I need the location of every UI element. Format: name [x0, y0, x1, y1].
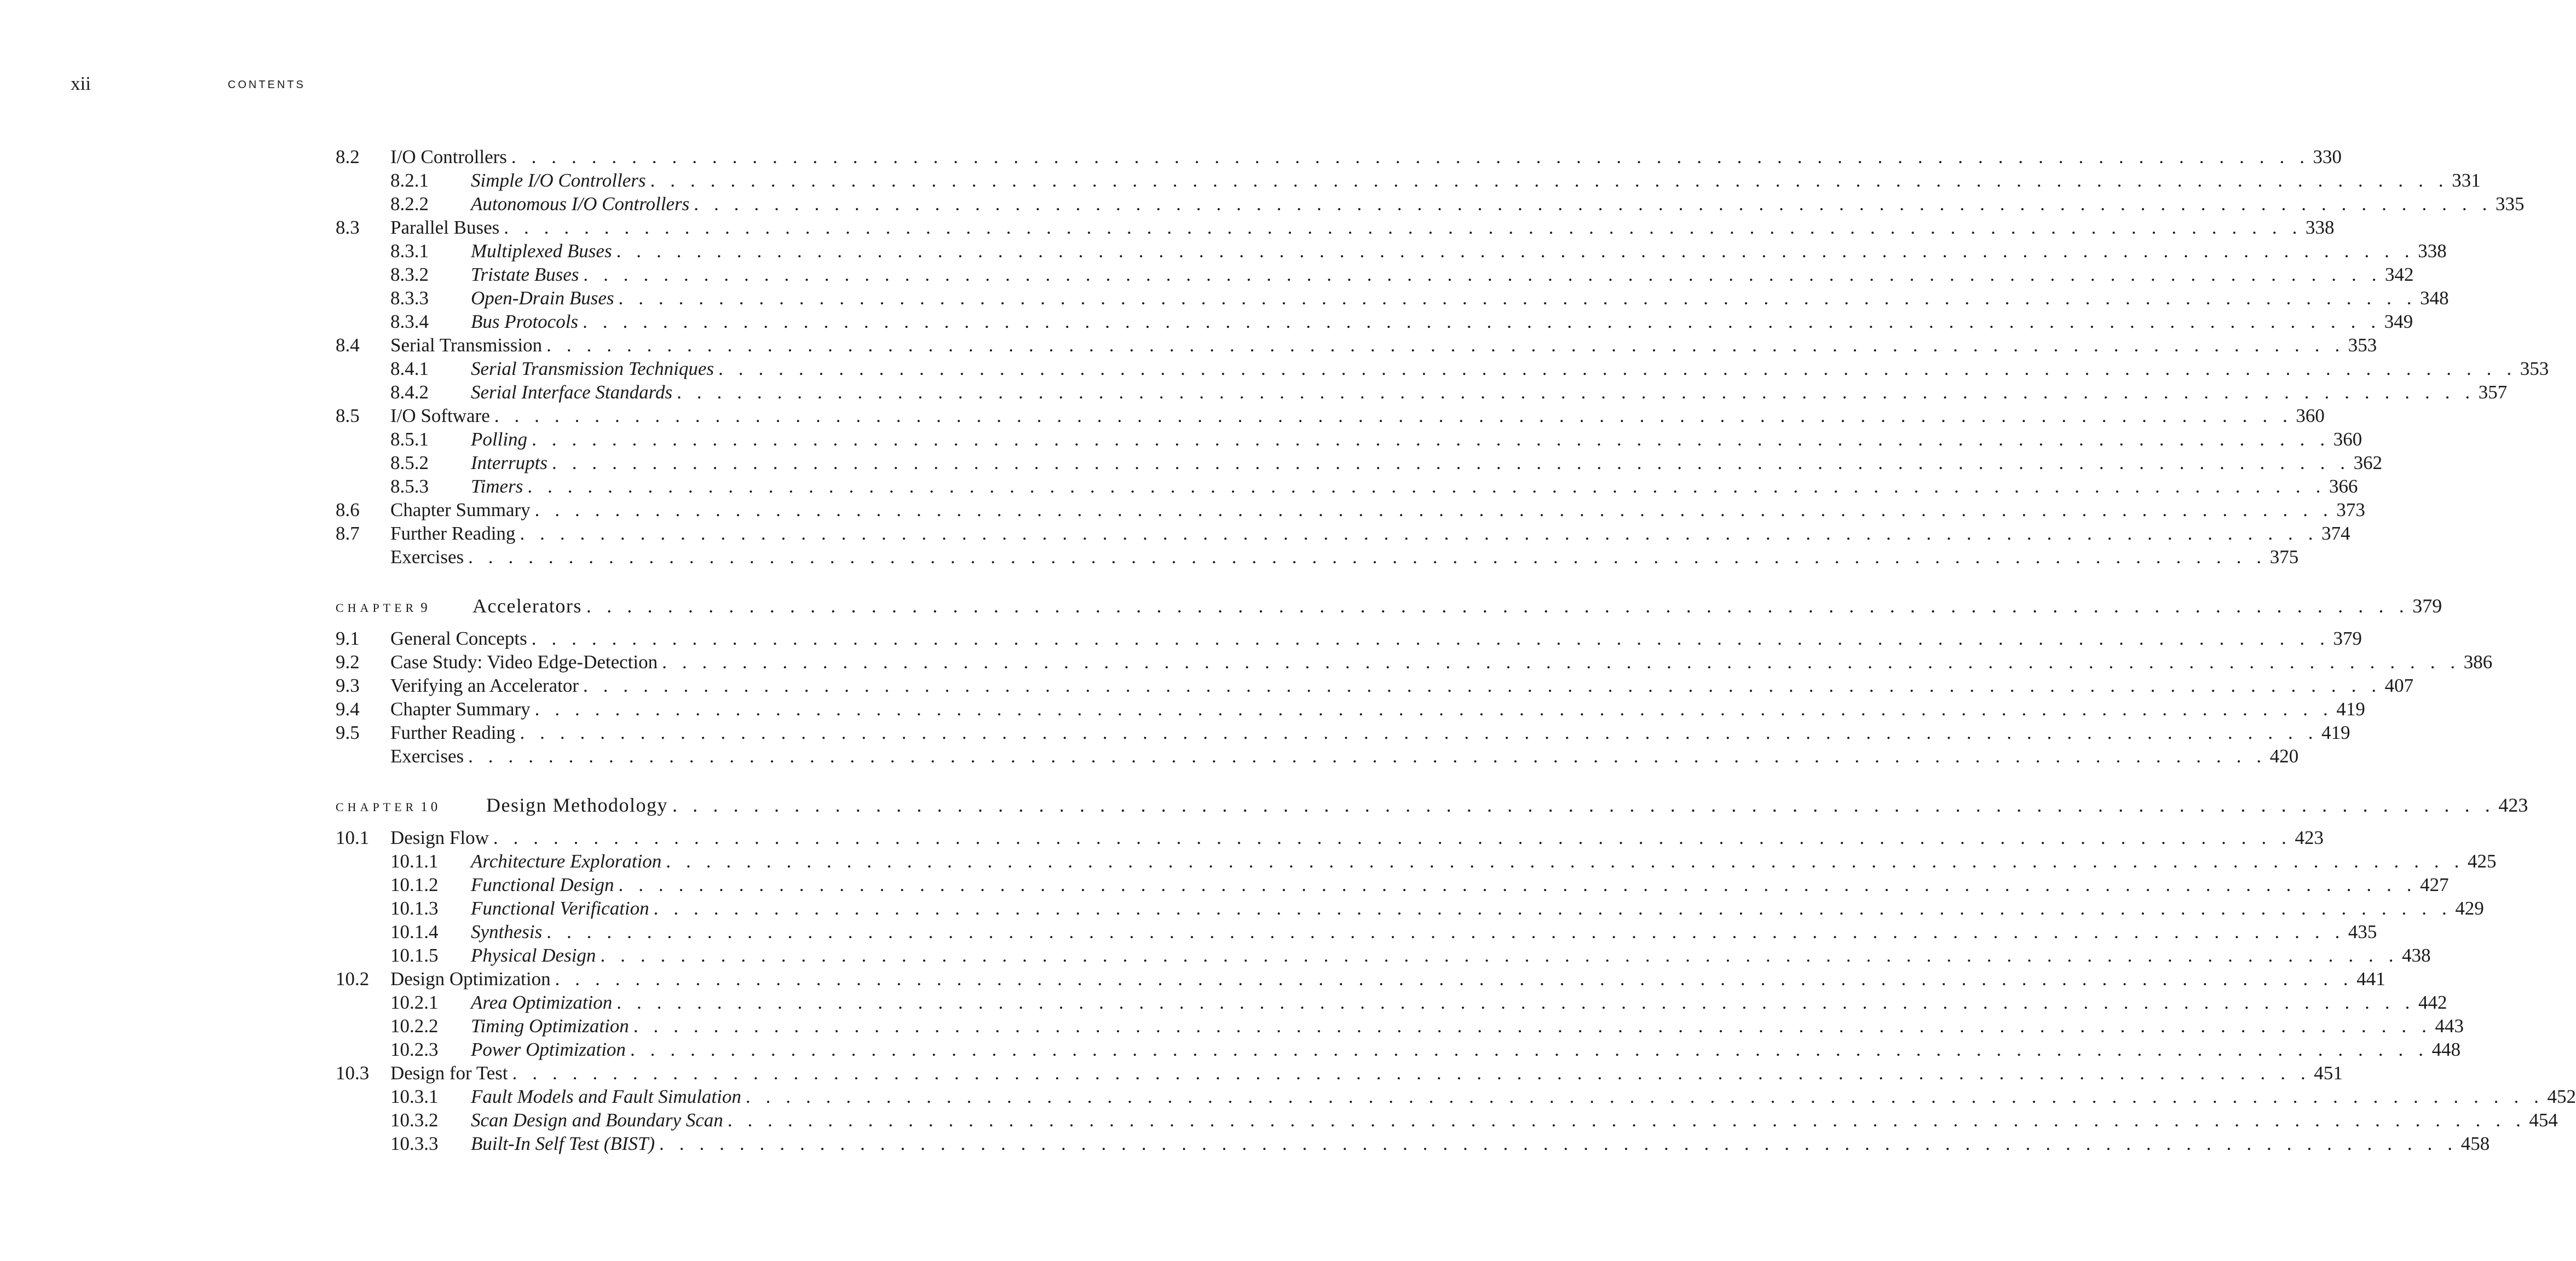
toc-subsection-entry[interactable]: [336, 169, 2481, 192]
chapter-title: Accelerators: [472, 592, 586, 620]
section-title: I/O Controllers: [390, 145, 511, 169]
section-page-number: 348: [2417, 286, 2449, 310]
section-number: 10.3.1: [390, 1086, 439, 1107]
section-title: Functional Verification: [471, 896, 654, 920]
section-number: 8.4: [336, 334, 360, 356]
section-page-number: 360: [2292, 404, 2325, 427]
section-title: Exercises: [390, 744, 468, 768]
toc-subsection-entry[interactable]: [336, 475, 2358, 498]
dot-leader: . . . . . . . . . . . . . . . . . . . . . . . . . . . . . . . . . . . . . . . . . . . . . . . . . . . . . . . . . . . . . . . . . . . . . . . . . . . . . . . . . . . . . . . . . .: [493, 827, 2292, 848]
dot-leader: . . . . . . . . . . . . . . . . . . . . . . . . . . . . . . . . . . . . . . . . . . . . . . . . . . . . . . . . . . . . . . . . . . . . . . . . . . . . . . . . . . . . . . . . . .: [672, 794, 2496, 816]
section-number: 10.2.2: [390, 1015, 439, 1037]
section-page-number: 454: [2526, 1108, 2558, 1132]
dot-leader: . . . . . . . . . . . . . . . . . . . . . . . . . . . . . . . . . . . . . . . . . . . . . . . . . . . . . . . . . . . . . . . . . . . . . . . . . . . . . . . . . . . . . . . . . .: [662, 651, 2460, 673]
dot-leader: . . . . . . . . . . . . . . . . . . . . . . . . . . . . . . . . . . . . . . . . . . . . . . . . . . . . . . . . . . . . . . . . . . . . . . . . . . . . . . . . . . . . . . . . . .: [546, 334, 2345, 356]
section-title: Functional Design: [471, 873, 619, 896]
dot-leader: . . . . . . . . . . . . . . . . . . . . . . . . . . . . . . . . . . . . . . . . . . . . . . . . . . . . . . . . . . . . . . . . . . . . . . . . . . . . . . . . . . . . . . . . . .: [745, 1086, 2544, 1107]
section-title: Autonomous I/O Controllers: [471, 192, 694, 216]
dot-leader: . . . . . . . . . . . . . . . . . . . . . . . . . . . . . . . . . . . . . . . . . . . . . . . . . . . . . . . . . . . . . . . . . . . . . . . . . . . . . . . . . . . . . . . . . .: [677, 381, 2475, 403]
section-page-number: 452: [2544, 1085, 2576, 1108]
dot-leader: . . . . . . . . . . . . . . . . . . . . . . . . . . . . . . . . . . . . . . . . . . . . . . . . . . . . . . . . . . . . . . . . . . . . . . . . . . . . . . . . . . . . . . . . . .: [534, 499, 2333, 520]
dot-leader: . . . . . . . . . . . . . . . . . . . . . . . . . . . . . . . . . . . . . . . . . . . . . . . . . . . . . . . . . . . . . . . . . . . . . . . . . . . . . . . . . . . . . . . . . .: [650, 170, 2449, 191]
section-number: 9.2: [336, 651, 360, 673]
running-head: [71, 70, 563, 97]
section-number: 8.4.1: [390, 358, 429, 379]
toc-subsection-entry[interactable]: [336, 1108, 2558, 1132]
chapter-label-text: CHAPTER: [336, 601, 418, 615]
toc-section-entry[interactable]: [336, 522, 2350, 545]
section-title: Fault Models and Fault Simulation: [471, 1085, 746, 1108]
dot-leader: . . . . . . . . . . . . . . . . . . . . . . . . . . . . . . . . . . . . . . . . . . . . . . . . . . . . . . . . . . . . . . . . . . . . . . . . . . . . . . . . . . . . . . . . . .: [583, 264, 2382, 285]
section-page-number: 366: [2326, 475, 2358, 498]
section-number: 8.3: [336, 217, 360, 238]
dot-leader: . . . . . . . . . . . . . . . . . . . . . . . . . . . . . . . . . . . . . . . . . . . . . . . . . . . . . . . . . . . . . . . . . . . . . . . . . . . . . . . . . . . . . . . . . .: [659, 1133, 2458, 1154]
dot-leader: . . . . . . . . . . . . . . . . . . . . . . . . . . . . . . . . . . . . . . . . . . . . . . . . . . . . . . . . . . . . . . . . . . . . . . . . . . . . . . . . . . . . . . . . . .: [527, 476, 2326, 497]
section-number: 9.4: [336, 698, 360, 720]
section-number: 8.5.1: [390, 429, 429, 450]
section-number: 9.5: [336, 722, 360, 743]
section-page-number: 419: [2318, 721, 2350, 744]
section-page-number: 357: [2475, 380, 2508, 404]
section-title: Verifying an Accelerator: [390, 674, 583, 697]
dot-leader: . . . . . . . . . . . . . . . . . . . . . . . . . . . . . . . . . . . . . . . . . . . . . . . . . . . . . . . . . . . . . . . . . . . . . . . . . . . . . . . . . . . . . . . . . .: [630, 1039, 2429, 1060]
section-number: 8.3.2: [390, 264, 429, 285]
section-page-number: 448: [2429, 1038, 2461, 1061]
section-number: 8.3.3: [390, 287, 429, 309]
chapter-label: [336, 799, 441, 815]
section-number: 10.2: [336, 968, 370, 990]
section-number: 8.7: [336, 523, 360, 544]
toc-subsection-entry[interactable]: [336, 920, 2377, 944]
section-title: Further Reading: [390, 721, 520, 744]
section-title: Chapter Summary: [390, 697, 535, 721]
section-number: 10.1.5: [390, 945, 439, 966]
section-title: Design for Test: [390, 1061, 512, 1085]
dot-leader: . . . . . . . . . . . . . . . . . . . . . . . . . . . . . . . . . . . . . . . . . . . . . . . . . . . . . . . . . . . . . . . . . . . . . . . . . . . . . . . . . . . . . . . . . .: [534, 698, 2333, 720]
dot-leader: . . . . . . . . . . . . . . . . . . . . . . . . . . . . . . . . . . . . . . . . . . . . . . . . . . . . . . . . . . . . . . . . . . . . . . . . . . . . . . . . . . . . . . . . . .: [552, 452, 2350, 473]
toc-subsection-entry[interactable]: [336, 357, 2549, 380]
section-number: 10.2.1: [390, 992, 439, 1013]
section-page-number: 342: [2382, 263, 2414, 286]
toc-section-entry[interactable]: [336, 545, 2299, 569]
dot-leader: . . . . . . . . . . . . . . . . . . . . . . . . . . . . . . . . . . . . . . . . . . . . . . . . . . . . . . . . . . . . . . . . . . . . . . . . . . . . . . . . . . . . . . . . . .: [653, 898, 2452, 919]
dot-leader: . . . . . . . . . . . . . . . . . . . . . . . . . . . . . . . . . . . . . . . . . . . . . . . . . . . . . . . . . . . . . . . . . . . . . . . . . . . . . . . . . . . . . . . . . .: [586, 595, 2410, 617]
section-page-number: 360: [2330, 427, 2362, 451]
section-page-number: 443: [2431, 1014, 2464, 1038]
dot-leader: . . . . . . . . . . . . . . . . . . . . . . . . . . . . . . . . . . . . . . . . . . . . . . . . . . . . . . . . . . . . . . . . . . . . . . . . . . . . . . . . . . . . . . . . . .: [511, 146, 2310, 167]
toc-subsection-entry[interactable]: [336, 192, 2525, 216]
dot-leader: . . . . . . . . . . . . . . . . . . . . . . . . . . . . . . . . . . . . . . . . . . . . . . . . . . . . . . . . . . . . . . . . . . . . . . . . . . . . . . . . . . . . . . . . . .: [666, 851, 2464, 872]
chapter-heading[interactable]: [336, 592, 2442, 620]
section-number: 10.1.3: [390, 898, 439, 919]
section-number: 8.2.2: [390, 193, 429, 215]
toc-section-entry[interactable]: [336, 650, 2493, 674]
toc-section-entry[interactable]: [336, 744, 2299, 768]
toc-subsection-entry[interactable]: [336, 1085, 2576, 1108]
section-title: Serial Transmission: [390, 333, 546, 357]
section-title: Chapter Summary: [390, 498, 535, 522]
toc-subsection-entry[interactable]: [336, 310, 2413, 333]
dot-leader: . . . . . . . . . . . . . . . . . . . . . . . . . . . . . . . . . . . . . . . . . . . . . . . . . . . . . . . . . . . . . . . . . . . . . . . . . . . . . . . . . . . . . . . . . .: [618, 874, 2417, 895]
dot-leader: . . . . . . . . . . . . . . . . . . . . . . . . . . . . . . . . . . . . . . . . . . . . . . . . . . . . . . . . . . . . . . . . . . . . . . . . . . . . . . . . . . . . . . . . . .: [520, 722, 2319, 743]
dot-leader: . . . . . . . . . . . . . . . . . . . . . . . . . . . . . . . . . . . . . . . . . . . . . . . . . . . . . . . . . . . . . . . . . . . . . . . . . . . . . . . . . . . . . . . . . .: [616, 992, 2415, 1013]
toc-section-entry[interactable]: [336, 1061, 2343, 1085]
dot-leader: . . . . . . . . . . . . . . . . . . . . . . . . . . . . . . . . . . . . . . . . . . . . . . . . . . . . . . . . . . . . . . . . . . . . . . . . . . . . . . . . . . . . . . . . . .: [520, 523, 2319, 544]
toc-subsection-entry[interactable]: [336, 873, 2449, 896]
section-page-number: 420: [2267, 744, 2299, 768]
dot-leader: . . . . . . . . . . . . . . . . . . . . . . . . . . . . . . . . . . . . . . . . . . . . . . . . . . . . . . . . . . . . . . . . . . . . . . . . . . . . . . . . . . . . . . . . . .: [555, 968, 2354, 990]
section-page-number: 442: [2415, 991, 2447, 1014]
dot-leader: . . . . . . . . . . . . . . . . . . . . . . . . . . . . . . . . . . . . . . . . . . . . . . . . . . . . . . . . . . . . . . . . . . . . . . . . . . . . . . . . . . . . . . . . . .: [512, 1062, 2311, 1084]
section-number: 10.1: [336, 827, 370, 848]
dot-leader: . . . . . . . . . . . . . . . . . . . . . . . . . . . . . . . . . . . . . . . . . . . . . . . . . . . . . . . . . . . . . . . . . . . . . . . . . . . . . . . . . . . . . . . . . .: [546, 921, 2345, 942]
section-number: 10.1.1: [390, 851, 439, 872]
toc-subsection-entry[interactable]: [336, 451, 2383, 475]
chapter-title: Design Methodology: [486, 791, 672, 819]
section-number: 10.2.3: [390, 1039, 439, 1060]
chapter-label: [336, 600, 431, 616]
toc-section-entry[interactable]: [336, 145, 2342, 169]
section-title: Exercises: [390, 545, 468, 569]
section-number: 10.1.4: [390, 921, 439, 942]
section-number: 8.2: [336, 146, 360, 167]
toc-section-entry[interactable]: [336, 967, 2385, 991]
toc-subsection-entry[interactable]: [336, 1038, 2461, 1061]
section-title: Polling: [471, 427, 532, 451]
section-page-number: 375: [2267, 545, 2299, 569]
section-page-number: 386: [2460, 650, 2493, 674]
section-page-number: 423: [2292, 826, 2324, 849]
toc-section-entry[interactable]: [336, 721, 2350, 744]
dot-leader: . . . . . . . . . . . . . . . . . . . . . . . . . . . . . . . . . . . . . . . . . . . . . . . . . . . . . . . . . . . . . . . . . . . . . . . . . . . . . . . . . . . . . . . . . .: [468, 546, 2267, 568]
toc-subsection-entry[interactable]: [336, 991, 2447, 1014]
toc-subsection-entry[interactable]: [336, 944, 2431, 967]
section-page-number: 330: [2310, 145, 2342, 169]
chapter-page-number: 379: [2409, 592, 2442, 620]
section-title: Simple I/O Controllers: [471, 169, 650, 192]
section-title: Serial Transmission Techniques: [471, 357, 718, 380]
section-number: 10.1.2: [390, 874, 439, 895]
section-title: Multiplexed Buses: [471, 239, 616, 263]
section-number: 9.1: [336, 628, 360, 649]
table-of-contents: [336, 145, 2576, 1155]
section-number: 8.2.1: [390, 170, 429, 191]
section-title: Physical Design: [471, 944, 600, 967]
section-page-number: 338: [2302, 216, 2335, 239]
toc-subsection-entry[interactable]: [336, 239, 2447, 263]
toc-section-entry[interactable]: [336, 333, 2377, 357]
section-page-number: 435: [2345, 920, 2377, 944]
dot-leader: . . . . . . . . . . . . . . . . . . . . . . . . . . . . . . . . . . . . . . . . . . . . . . . . . . . . . . . . . . . . . . . . . . . . . . . . . . . . . . . . . . . . . . . . . .: [504, 217, 2302, 238]
section-number: 8.4.2: [390, 381, 429, 403]
dot-leader: . . . . . . . . . . . . . . . . . . . . . . . . . . . . . . . . . . . . . . . . . . . . . . . . . . . . . . . . . . . . . . . . . . . . . . . . . . . . . . . . . . . . . . . . . .: [727, 1109, 2526, 1131]
chapter-number: 10: [420, 800, 441, 814]
section-page-number: 419: [2333, 697, 2365, 721]
section-title: Timers: [471, 475, 527, 498]
section-number: 8.5.3: [390, 476, 429, 497]
dot-leader: . . . . . . . . . . . . . . . . . . . . . . . . . . . . . . . . . . . . . . . . . . . . . . . . . . . . . . . . . . . . . . . . . . . . . . . . . . . . . . . . . . . . . . . . . .: [532, 429, 2330, 450]
chapter-page-number: 423: [2495, 791, 2528, 819]
toc-section-entry[interactable]: [336, 674, 2414, 697]
dot-leader: . . . . . . . . . . . . . . . . . . . . . . . . . . . . . . . . . . . . . . . . . . . . . . . . . . . . . . . . . . . . . . . . . . . . . . . . . . . . . . . . . . . . . . . . . .: [618, 287, 2417, 309]
section-title: Design Flow: [390, 826, 493, 849]
section-page-number: 451: [2310, 1061, 2343, 1085]
section-title: Power Optimization: [471, 1038, 630, 1061]
section-title: Built-In Self Test (BIST): [471, 1132, 659, 1155]
toc-subsection-entry[interactable]: [336, 286, 2449, 310]
toc-section-entry[interactable]: [336, 216, 2335, 239]
section-number: 10.3.3: [390, 1133, 439, 1154]
running-title: CONTENTS: [228, 79, 306, 91]
section-page-number: 429: [2452, 896, 2484, 920]
section-page-number: 362: [2350, 451, 2383, 475]
toc-section-entry[interactable]: [336, 826, 2324, 849]
section-title: Bus Protocols: [471, 310, 583, 333]
section-title: Serial Interface Standards: [471, 380, 677, 404]
section-number: 9.3: [336, 675, 360, 696]
section-title: I/O Software: [390, 404, 494, 427]
section-title: Parallel Buses: [390, 216, 504, 239]
chapter-label-text: CHAPTER: [336, 800, 418, 814]
toc-subsection-entry[interactable]: [336, 427, 2362, 451]
section-page-number: 338: [2414, 239, 2447, 263]
section-page-number: 331: [2448, 169, 2481, 192]
section-title: Open-Drain Buses: [471, 286, 619, 310]
section-title: Design Optimization: [390, 967, 555, 991]
section-number: 8.3.1: [390, 240, 429, 262]
toc-subsection-entry[interactable]: [336, 1132, 2490, 1155]
section-page-number: 458: [2458, 1132, 2490, 1155]
section-page-number: 407: [2382, 674, 2414, 697]
toc-subsection-entry[interactable]: [336, 896, 2484, 920]
section-page-number: 379: [2330, 627, 2362, 650]
dot-leader: . . . . . . . . . . . . . . . . . . . . . . . . . . . . . . . . . . . . . . . . . . . . . . . . . . . . . . . . . . . . . . . . . . . . . . . . . . . . . . . . . . . . . . . . . .: [583, 311, 2381, 332]
dot-leader: . . . . . . . . . . . . . . . . . . . . . . . . . . . . . . . . . . . . . . . . . . . . . . . . . . . . . . . . . . . . . . . . . . . . . . . . . . . . . . . . . . . . . . . . . .: [633, 1015, 2432, 1037]
dot-leader: . . . . . . . . . . . . . . . . . . . . . . . . . . . . . . . . . . . . . . . . . . . . . . . . . . . . . . . . . . . . . . . . . . . . . . . . . . . . . . . . . . . . . . . . . .: [718, 358, 2517, 379]
section-title: Synthesis: [471, 920, 546, 944]
section-page-number: 349: [2381, 310, 2413, 333]
section-title: Architecture Exploration: [471, 849, 666, 873]
toc-section-entry[interactable]: [336, 404, 2325, 427]
section-page-number: 353: [2517, 357, 2549, 380]
section-title: Area Optimization: [471, 991, 616, 1014]
toc-subsection-entry[interactable]: [336, 849, 2497, 873]
section-title: Scan Design and Boundary Scan: [471, 1108, 728, 1132]
chapter-number: 9: [420, 600, 431, 615]
section-page-number: 353: [2345, 333, 2377, 357]
section-number: 8.5: [336, 405, 360, 426]
section-page-number: 374: [2318, 522, 2350, 545]
section-number: 10.3: [336, 1062, 370, 1084]
section-number: 8.6: [336, 499, 360, 520]
toc-subsection-entry[interactable]: [336, 1014, 2464, 1038]
section-title: Case Study: Video Edge-Detection: [390, 650, 662, 674]
section-page-number: 335: [2492, 192, 2525, 216]
section-title: Further Reading: [390, 522, 520, 545]
toc-section-entry[interactable]: [336, 697, 2365, 721]
section-number: 10.3.2: [390, 1109, 439, 1131]
dot-leader: . . . . . . . . . . . . . . . . . . . . . . . . . . . . . . . . . . . . . . . . . . . . . . . . . . . . . . . . . . . . . . . . . . . . . . . . . . . . . . . . . . . . . . . . . .: [583, 675, 2382, 696]
section-page-number: 425: [2464, 849, 2497, 873]
dot-leader: . . . . . . . . . . . . . . . . . . . . . . . . . . . . . . . . . . . . . . . . . . . . . . . . . . . . . . . . . . . . . . . . . . . . . . . . . . . . . . . . . . . . . . . . . .: [600, 945, 2399, 966]
section-title: Timing Optimization: [471, 1014, 633, 1038]
section-title: Tristate Buses: [471, 263, 583, 286]
dot-leader: . . . . . . . . . . . . . . . . . . . . . . . . . . . . . . . . . . . . . . . . . . . . . . . . . . . . . . . . . . . . . . . . . . . . . . . . . . . . . . . . . . . . . . . . . .: [531, 628, 2330, 649]
section-number: 8.3.4: [390, 311, 429, 332]
section-page-number: 373: [2333, 498, 2365, 522]
section-title: General Concepts: [390, 627, 532, 650]
section-page-number: 438: [2399, 944, 2431, 967]
toc-subsection-entry[interactable]: [336, 380, 2508, 404]
dot-leader: . . . . . . . . . . . . . . . . . . . . . . . . . . . . . . . . . . . . . . . . . . . . . . . . . . . . . . . . . . . . . . . . . . . . . . . . . . . . . . . . . . . . . . . . . .: [694, 193, 2492, 215]
toc-subsection-entry[interactable]: [336, 263, 2414, 286]
toc-section-entry[interactable]: [336, 498, 2365, 522]
dot-leader: . . . . . . . . . . . . . . . . . . . . . . . . . . . . . . . . . . . . . . . . . . . . . . . . . . . . . . . . . . . . . . . . . . . . . . . . . . . . . . . . . . . . . . . . . .: [616, 240, 2415, 262]
section-page-number: 441: [2353, 967, 2385, 991]
dot-leader: . . . . . . . . . . . . . . . . . . . . . . . . . . . . . . . . . . . . . . . . . . . . . . . . . . . . . . . . . . . . . . . . . . . . . . . . . . . . . . . . . . . . . . . . . .: [468, 745, 2267, 767]
page-number: xii: [71, 73, 91, 94]
section-title: Interrupts: [471, 451, 552, 475]
dot-leader: . . . . . . . . . . . . . . . . . . . . . . . . . . . . . . . . . . . . . . . . . . . . . . . . . . . . . . . . . . . . . . . . . . . . . . . . . . . . . . . . . . . . . . . . . .: [494, 405, 2293, 426]
toc-section-entry[interactable]: [336, 627, 2362, 650]
section-number: 8.5.2: [390, 452, 429, 473]
chapter-heading[interactable]: [336, 791, 2528, 819]
section-page-number: 427: [2417, 873, 2449, 896]
